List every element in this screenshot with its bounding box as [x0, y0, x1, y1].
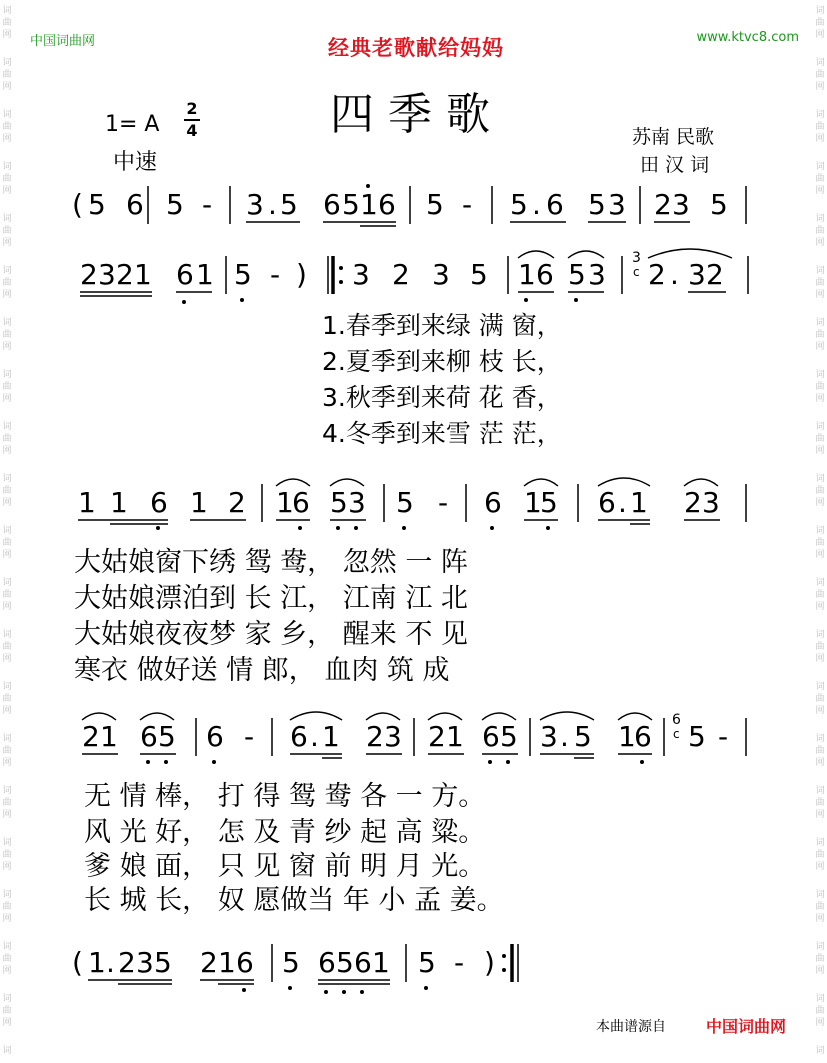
watermark-glyph: 网 — [2, 186, 12, 196]
svg-text:3: 3 — [98, 258, 116, 291]
score-system-5 — [72, 944, 518, 994]
watermark-glyph: 词 — [2, 890, 12, 900]
svg-text:6: 6 — [290, 720, 308, 753]
svg-text:1: 1 — [524, 486, 542, 519]
svg-text:2: 2 — [654, 188, 672, 221]
svg-text:-: - — [438, 486, 449, 519]
svg-text:6: 6 — [236, 946, 254, 979]
svg-text:6: 6 — [176, 258, 194, 291]
watermark-glyph: 曲 — [2, 694, 12, 704]
svg-text:6: 6 — [672, 712, 681, 728]
svg-text:.: . — [532, 188, 541, 221]
tempo-marking: 中速 — [113, 150, 158, 175]
watermark-glyph: 词 — [2, 162, 12, 172]
watermark-glyph: 词 — [2, 838, 12, 848]
watermark-glyph: 曲 — [2, 122, 12, 132]
watermark-glyph: 词 — [815, 162, 825, 172]
lyric-block1-line1: 1.春季到来绿 满 窗， — [322, 311, 562, 340]
site-name-left[interactable]: 中国词曲网 — [30, 34, 96, 49]
watermark-glyph: 词 — [2, 110, 12, 120]
watermark-glyph: 网 — [815, 966, 825, 976]
watermark-glyph: 网 — [2, 394, 12, 404]
watermark-glyph: 曲 — [2, 434, 12, 444]
watermark-glyph: 词 — [2, 578, 12, 588]
svg-text:1: 1 — [100, 720, 118, 753]
svg-text:5: 5 — [418, 946, 436, 979]
svg-text:-: - — [202, 188, 213, 221]
svg-text:5: 5 — [166, 188, 184, 221]
svg-text:3: 3 — [348, 486, 366, 519]
svg-text:6: 6 — [482, 720, 500, 753]
svg-text:2: 2 — [648, 258, 666, 291]
watermark-glyph: 曲 — [815, 746, 825, 756]
watermark-glyph: 曲 — [2, 746, 12, 756]
key-signature: 1= A — [105, 112, 160, 137]
svg-text:.: . — [670, 258, 679, 291]
lyric-block1-line2: 2.夏季到来柳 枝 长， — [322, 347, 562, 376]
svg-text:3: 3 — [588, 258, 606, 291]
svg-text:5: 5 — [336, 946, 354, 979]
watermark-glyph: 词 — [815, 786, 825, 796]
watermark-glyph: 词 — [815, 58, 825, 68]
svg-text:5: 5 — [588, 188, 606, 221]
watermark-glyph: 曲 — [815, 954, 825, 964]
svg-text:3: 3 — [384, 720, 402, 753]
svg-text:.: . — [618, 486, 627, 519]
svg-text:1: 1 — [630, 486, 648, 519]
svg-text:5: 5 — [88, 188, 106, 221]
lyric-block3-line1: 无 情 棒， 打 得 鸳 鸯 各 一 方。 — [84, 781, 486, 812]
watermark-glyph: 曲 — [2, 18, 12, 28]
svg-text:-: - — [244, 720, 255, 753]
watermark-glyph: 词 — [815, 994, 825, 1004]
site-url-right[interactable]: www.ktvc8.com — [696, 30, 799, 45]
watermark-glyph: 网 — [2, 810, 12, 820]
svg-text:1: 1 — [218, 946, 236, 979]
watermark-glyph: 网 — [2, 1018, 12, 1028]
svg-text:(: ( — [72, 188, 83, 221]
lyric-block3-line4: 长 城 长， 奴 愿做当 年 小 孟 姜。 — [84, 885, 504, 916]
watermark-glyph: 词 — [2, 214, 12, 224]
song-origin: 苏南 民歌 — [632, 126, 715, 148]
svg-text:1: 1 — [618, 720, 636, 753]
svg-text:5: 5 — [342, 188, 360, 221]
watermark-glyph: 词 — [2, 942, 12, 952]
watermark-glyph: 词 — [815, 890, 825, 900]
svg-text:3: 3 — [432, 258, 450, 291]
watermark-glyph: 词 — [815, 734, 825, 744]
watermark-glyph: 曲 — [2, 902, 12, 912]
watermark-glyph: 网 — [815, 394, 825, 404]
watermark-glyph: 词 — [815, 838, 825, 848]
watermark-glyph: 网 — [2, 498, 12, 508]
watermark-glyph: 网 — [2, 862, 12, 872]
source-site-link[interactable]: 中国词曲网 — [706, 1017, 787, 1036]
svg-text:-: - — [454, 946, 465, 979]
score-system-2 — [80, 249, 748, 304]
watermark-glyph: 词 — [2, 1046, 12, 1056]
svg-text:6: 6 — [546, 188, 564, 221]
watermark-glyph: 网 — [815, 654, 825, 664]
watermark-glyph: 词 — [2, 994, 12, 1004]
watermark-glyph: 曲 — [815, 330, 825, 340]
svg-text:1: 1 — [372, 946, 390, 979]
svg-text:6: 6 — [140, 720, 158, 753]
svg-text:1: 1 — [190, 486, 208, 519]
svg-text:5: 5 — [470, 258, 488, 291]
watermark-glyph: 网 — [2, 914, 12, 924]
score-system-1 — [72, 184, 746, 226]
svg-text:6: 6 — [598, 486, 616, 519]
time-signature-bottom: 4 — [186, 121, 198, 140]
svg-text:c: c — [673, 727, 680, 741]
watermark-glyph: 词 — [815, 110, 825, 120]
watermark-glyph: 词 — [815, 370, 825, 380]
watermark-glyph: 网 — [2, 238, 12, 248]
svg-text:2: 2 — [366, 720, 384, 753]
watermark-glyph: 曲 — [2, 278, 12, 288]
svg-text:6: 6 — [484, 486, 502, 519]
watermark-glyph: 曲 — [815, 434, 825, 444]
watermark-glyph: 词 — [2, 58, 12, 68]
svg-text:-: - — [270, 258, 281, 291]
lyric-block2-line1: 大姑娘窗下绣 鸳 鸯， 忽然 一 阵 — [74, 547, 468, 578]
watermark-glyph: 网 — [815, 914, 825, 924]
watermark-glyph: 网 — [815, 186, 825, 196]
watermark-glyph: 曲 — [2, 226, 12, 236]
watermark-glyph: 网 — [815, 706, 825, 716]
watermark-glyph: 词 — [815, 266, 825, 276]
source-label: 本曲谱源自 — [596, 1019, 666, 1035]
watermark-glyph: 网 — [2, 342, 12, 352]
watermark-glyph: 词 — [2, 734, 12, 744]
time-signature-top: 2 — [186, 99, 198, 118]
svg-text:6: 6 — [292, 486, 310, 519]
watermark-glyph: 曲 — [2, 1006, 12, 1016]
svg-text:6: 6 — [536, 258, 554, 291]
svg-text:5: 5 — [510, 188, 528, 221]
svg-text:): ) — [296, 258, 307, 291]
watermark-glyph: 曲 — [2, 70, 12, 80]
svg-text:-: - — [462, 188, 473, 221]
svg-text:2: 2 — [200, 946, 218, 979]
svg-text:5: 5 — [158, 720, 176, 753]
watermark-glyph: 网 — [815, 446, 825, 456]
watermark-glyph: 曲 — [815, 798, 825, 808]
watermark-glyph: 网 — [815, 342, 825, 352]
watermark-glyph: 曲 — [815, 226, 825, 236]
watermark-glyph: 曲 — [2, 174, 12, 184]
svg-text:6: 6 — [634, 720, 652, 753]
svg-text:3: 3 — [136, 946, 154, 979]
song-title: 四季歌 — [330, 89, 504, 140]
lyric-block3-line2: 风 光 好， 怎 及 青 纱 起 高 粱。 — [84, 817, 486, 848]
svg-text:1: 1 — [196, 258, 214, 291]
watermark-glyph: 词 — [815, 214, 825, 224]
watermark-glyph: 词 — [815, 630, 825, 640]
svg-text:5: 5 — [396, 486, 414, 519]
svg-text:2: 2 — [392, 258, 410, 291]
watermark-glyph: 曲 — [815, 590, 825, 600]
watermark-glyph: 曲 — [815, 642, 825, 652]
watermark-glyph: 曲 — [815, 1006, 825, 1016]
watermark-glyph: 网 — [2, 30, 12, 40]
watermark-glyph: 曲 — [2, 330, 12, 340]
svg-text:5: 5 — [574, 720, 592, 753]
lyric-block1-line3: 3.秋季到来荷 花 香， — [322, 383, 562, 412]
watermark-glyph: 曲 — [2, 850, 12, 860]
watermark-glyph: 词 — [815, 1046, 825, 1056]
watermark-glyph: 曲 — [815, 174, 825, 184]
svg-text:5: 5 — [540, 486, 558, 519]
svg-text:5: 5 — [154, 946, 172, 979]
svg-text:.: . — [268, 188, 277, 221]
watermark-glyph: 曲 — [2, 954, 12, 964]
watermark-glyph: 词 — [2, 318, 12, 328]
watermark-glyph: 曲 — [815, 538, 825, 548]
watermark-glyph: 网 — [2, 446, 12, 456]
watermark-glyph: 词 — [815, 422, 825, 432]
watermark-glyph: 曲 — [2, 798, 12, 808]
lyric-block3-line3: 爹 娘 面， 只 见 窗 前 明 月 光。 — [84, 851, 486, 882]
svg-text:2: 2 — [684, 486, 702, 519]
svg-text:3: 3 — [672, 188, 690, 221]
watermark-glyph: 词 — [2, 474, 12, 484]
svg-text:6: 6 — [126, 188, 144, 221]
score-system-4 — [82, 712, 746, 764]
watermark-glyph: 网 — [2, 966, 12, 976]
svg-text:5: 5 — [426, 188, 444, 221]
watermark-glyph: 曲 — [815, 850, 825, 860]
svg-text:6: 6 — [378, 188, 396, 221]
watermark-glyph: 词 — [2, 6, 12, 16]
svg-text:1: 1 — [446, 720, 464, 753]
svg-text:2: 2 — [706, 258, 724, 291]
watermark-glyph: 网 — [2, 290, 12, 300]
svg-text:5: 5 — [568, 258, 586, 291]
svg-text:): ) — [484, 946, 495, 979]
lyric-block1-line4: 4.冬季到来雪 茫 茫， — [322, 419, 562, 448]
watermark-glyph: 网 — [815, 134, 825, 144]
svg-text:c: c — [633, 265, 640, 279]
svg-text:1: 1 — [110, 486, 128, 519]
watermark-glyph: 曲 — [815, 902, 825, 912]
svg-text:1: 1 — [276, 486, 294, 519]
watermark-glyph: 曲 — [815, 278, 825, 288]
svg-text:5: 5 — [688, 720, 706, 753]
watermark-glyph: 网 — [815, 810, 825, 820]
watermark-glyph: 网 — [2, 602, 12, 612]
score-system-3 — [78, 478, 746, 530]
svg-text:3: 3 — [246, 188, 264, 221]
watermark-glyph: 网 — [2, 758, 12, 768]
watermark-glyph: 网 — [815, 290, 825, 300]
svg-text:3: 3 — [702, 486, 720, 519]
svg-text:6: 6 — [323, 188, 341, 221]
svg-text:3: 3 — [540, 720, 558, 753]
watermark-glyph: 词 — [2, 630, 12, 640]
svg-text:2: 2 — [228, 486, 246, 519]
svg-text:5: 5 — [234, 258, 252, 291]
svg-text:5: 5 — [280, 188, 298, 221]
watermark-glyph: 网 — [815, 550, 825, 560]
svg-text:2: 2 — [80, 258, 98, 291]
svg-text:2: 2 — [116, 258, 134, 291]
lyric-block2-line3: 大姑娘夜夜梦 家 乡， 醒来 不 见 — [74, 619, 468, 650]
watermark-glyph: 曲 — [815, 382, 825, 392]
svg-text:6: 6 — [318, 946, 336, 979]
watermark-glyph: 词 — [2, 682, 12, 692]
watermark-glyph: 曲 — [2, 382, 12, 392]
watermark-glyph: 词 — [2, 370, 12, 380]
svg-text:5: 5 — [710, 188, 728, 221]
watermark-glyph: 词 — [815, 318, 825, 328]
svg-text:1: 1 — [134, 258, 152, 291]
svg-text:.: . — [560, 720, 569, 753]
svg-text:1: 1 — [322, 720, 340, 753]
lyric-block2-line2: 大姑娘漂泊到 长 江， 江南 江 北 — [74, 583, 468, 614]
svg-text:1: 1 — [518, 258, 536, 291]
svg-text:5: 5 — [500, 720, 518, 753]
svg-text:2: 2 — [118, 946, 136, 979]
watermark-glyph: 网 — [2, 706, 12, 716]
watermark-glyph: 网 — [815, 862, 825, 872]
svg-text:2: 2 — [82, 720, 100, 753]
watermark-glyph: 曲 — [2, 486, 12, 496]
watermark-glyph: 词 — [2, 266, 12, 276]
svg-text:1: 1 — [78, 486, 96, 519]
svg-text:1: 1 — [88, 946, 106, 979]
svg-text:1: 1 — [360, 188, 378, 221]
svg-text:(: ( — [72, 946, 83, 979]
watermark-glyph: 曲 — [2, 538, 12, 548]
watermark-glyph: 词 — [815, 526, 825, 536]
svg-text:3: 3 — [608, 188, 626, 221]
watermark-glyph: 网 — [2, 654, 12, 664]
watermark-glyph: 词 — [2, 526, 12, 536]
watermark-glyph: 网 — [2, 550, 12, 560]
watermark-glyph: 词 — [815, 942, 825, 952]
watermark-glyph: 曲 — [815, 70, 825, 80]
watermark-glyph: 曲 — [815, 122, 825, 132]
watermark-glyph: 网 — [815, 602, 825, 612]
svg-text:2: 2 — [428, 720, 446, 753]
watermark-glyph: 网 — [815, 498, 825, 508]
watermark-glyph: 词 — [2, 786, 12, 796]
lyric-block2-line4: 寒衣 做好送 情 郎， 血肉 筑 成 — [74, 655, 450, 686]
watermark-glyph: 曲 — [815, 18, 825, 28]
watermark-glyph: 网 — [815, 238, 825, 248]
watermark-glyph: 词 — [2, 422, 12, 432]
watermark-glyph: 曲 — [815, 694, 825, 704]
watermark-glyph: 词 — [815, 578, 825, 588]
watermark-glyph: 词 — [815, 682, 825, 692]
watermark-glyph: 曲 — [2, 590, 12, 600]
svg-text:3: 3 — [352, 258, 370, 291]
watermark-glyph: 词 — [815, 6, 825, 16]
svg-text:6: 6 — [354, 946, 372, 979]
svg-text:5: 5 — [282, 946, 300, 979]
watermark-glyph: 网 — [815, 30, 825, 40]
svg-text:3: 3 — [632, 250, 641, 266]
watermark-glyph: 曲 — [2, 642, 12, 652]
watermark-glyph: 曲 — [815, 486, 825, 496]
watermark-glyph: 网 — [2, 134, 12, 144]
banner-title: 经典老歌献给妈妈 — [328, 36, 504, 60]
svg-text:6: 6 — [150, 486, 168, 519]
watermark-glyph: 词 — [815, 474, 825, 484]
watermark-glyph: 网 — [2, 82, 12, 92]
lyricist-credit: 田 汉 词 — [640, 154, 710, 176]
svg-text:5: 5 — [330, 486, 348, 519]
svg-text:.: . — [310, 720, 319, 753]
svg-text:6: 6 — [206, 720, 224, 753]
watermark-glyph: 网 — [815, 1018, 825, 1028]
watermark-glyph: 网 — [815, 758, 825, 768]
svg-text:3: 3 — [688, 258, 706, 291]
svg-text:-: - — [718, 720, 729, 753]
svg-text:.: . — [106, 946, 115, 979]
watermark-glyph: 网 — [815, 82, 825, 92]
